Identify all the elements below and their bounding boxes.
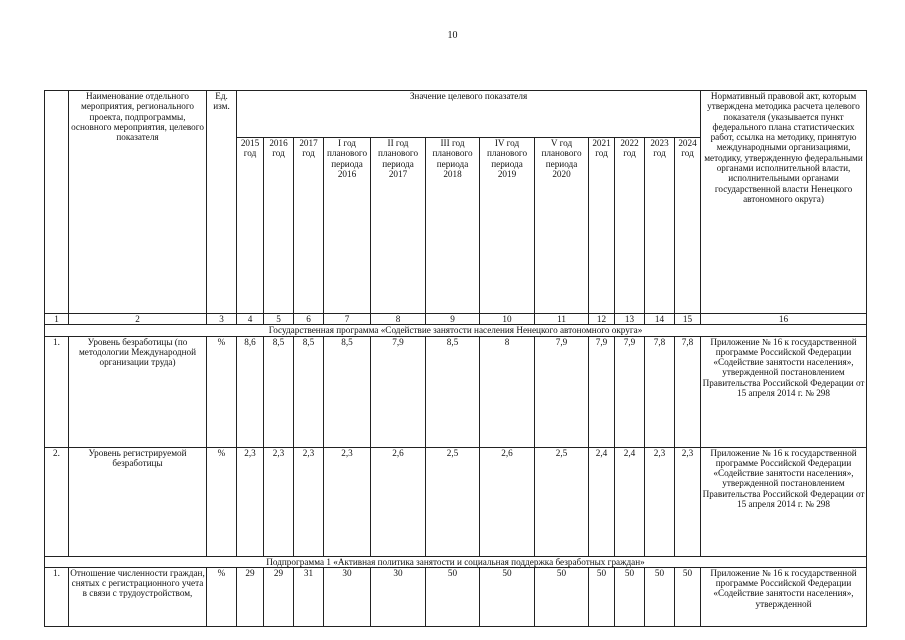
legal-act: Приложение № 16 к государственной программе Российской Федерации «Содействие занятости населения», утвержденной bbox=[701, 567, 867, 626]
column-number: 2 bbox=[69, 314, 207, 325]
value-cell: 29 bbox=[264, 567, 294, 626]
column-number: 9 bbox=[426, 314, 480, 325]
header-empty-num bbox=[45, 91, 69, 314]
value-cell: 31 bbox=[294, 567, 324, 626]
value-cell: 8,5 bbox=[264, 336, 294, 447]
value-cell: 50 bbox=[535, 567, 589, 626]
value-cell: 50 bbox=[645, 567, 675, 626]
header-name: Наименование отдельного мероприятия, регионального проекта, подпрограммы, основного мероприятия, целевого показателя bbox=[69, 91, 207, 314]
value-cell: 8,5 bbox=[324, 336, 371, 447]
table-row bbox=[45, 567, 867, 626]
row-number: 1. bbox=[45, 336, 69, 447]
value-cell: 7,8 bbox=[675, 336, 701, 447]
value-cell: 2,4 bbox=[589, 447, 615, 556]
column-number: 16 bbox=[701, 314, 867, 325]
value-cell: 50 bbox=[426, 567, 480, 626]
column-number: 10 bbox=[480, 314, 535, 325]
section-row bbox=[45, 325, 867, 336]
column-number: 15 bbox=[675, 314, 701, 325]
year-header: IV год планового периода 2019 bbox=[480, 138, 535, 314]
legal-act: Приложение № 16 к государственной программе Российской Федерации «Содействие занятости населения», утвержденной постановлением Правительства Российской Федерации от 15 апреля 2014 г. № 298 bbox=[701, 447, 867, 556]
column-number: 12 bbox=[589, 314, 615, 325]
value-cell: 2,5 bbox=[426, 447, 480, 556]
column-number: 1 bbox=[45, 314, 69, 325]
row-number: 1. bbox=[45, 567, 69, 626]
year-header: I год планового периода 2016 bbox=[324, 138, 371, 314]
column-number: 5 bbox=[264, 314, 294, 325]
page-number: 10 bbox=[447, 30, 458, 41]
year-header: 2015 год bbox=[237, 138, 264, 314]
column-number: 4 bbox=[237, 314, 264, 325]
value-cell: 30 bbox=[324, 567, 371, 626]
value-cell: 50 bbox=[480, 567, 535, 626]
column-number: 11 bbox=[535, 314, 589, 325]
year-header: 2024 год bbox=[675, 138, 701, 314]
indicator-name: Уровень безработицы (по методологии Международной организации труда) bbox=[69, 336, 207, 447]
value-cell: 2,3 bbox=[645, 447, 675, 556]
column-number: 3 bbox=[207, 314, 237, 325]
header-act: Нормативный правовой акт, которым утверждена методика расчета целевого показателя (указывается пункт федерального плана статистических работ, ссылка на методику, принятую международными организациями, методику, утвержденную федеральными органами исполнительной власти, исполнительными органами государственной власти Ненецкого автономного округа) bbox=[701, 91, 867, 314]
value-cell: 7,9 bbox=[589, 336, 615, 447]
column-number: 8 bbox=[371, 314, 426, 325]
indicator-name: Отношение численности граждан, снятых с регистрационного учета в связи с трудоустройством, bbox=[69, 567, 207, 626]
year-header: 2021 год bbox=[589, 138, 615, 314]
value-cell: 7,8 bbox=[645, 336, 675, 447]
value-cell: 7,9 bbox=[615, 336, 645, 447]
year-header: 2016 год bbox=[264, 138, 294, 314]
row-number: 2. bbox=[45, 447, 69, 556]
value-cell: 8 bbox=[480, 336, 535, 447]
indicator-name: Уровень регистрируемой безработицы bbox=[69, 447, 207, 556]
value-cell: 2,3 bbox=[675, 447, 701, 556]
value-cell: 2,3 bbox=[264, 447, 294, 556]
column-number: 13 bbox=[615, 314, 645, 325]
value-cell: 50 bbox=[615, 567, 645, 626]
value-cell: 8,5 bbox=[294, 336, 324, 447]
header-unit: Ед. изм. bbox=[207, 91, 237, 314]
value-cell: 50 bbox=[589, 567, 615, 626]
column-numbers-row bbox=[45, 314, 867, 325]
value-cell: 7,9 bbox=[535, 336, 589, 447]
year-header: III год планового периода 2018 bbox=[426, 138, 480, 314]
unit: % bbox=[207, 567, 237, 626]
unit: % bbox=[207, 447, 237, 556]
value-cell: 50 bbox=[675, 567, 701, 626]
year-header: 2022 год bbox=[615, 138, 645, 314]
value-cell: 2,6 bbox=[480, 447, 535, 556]
column-number: 14 bbox=[645, 314, 675, 325]
value-cell: 30 bbox=[371, 567, 426, 626]
legal-act: Приложение № 16 к государственной программе Российской Федерации «Содействие занятости населения», утвержденной постановлением Правительства Российской Федерации от 15 апреля 2014 г. № 298 bbox=[701, 336, 867, 447]
year-header: 2023 год bbox=[645, 138, 675, 314]
value-cell: 2,3 bbox=[237, 447, 264, 556]
header-row bbox=[45, 91, 867, 138]
value-cell: 2,4 bbox=[615, 447, 645, 556]
target-indicators-table bbox=[44, 90, 867, 627]
table-row bbox=[45, 447, 867, 556]
program-title: Государственная программа «Содействие занятости населения Ненецкого автономного округа» bbox=[45, 325, 867, 336]
year-header: V год планового периода 2020 bbox=[535, 138, 589, 314]
value-cell: 2,3 bbox=[324, 447, 371, 556]
value-cell: 2,5 bbox=[535, 447, 589, 556]
value-cell: 2,6 bbox=[371, 447, 426, 556]
value-cell: 2,3 bbox=[294, 447, 324, 556]
year-header: II год планового периода 2017 bbox=[371, 138, 426, 314]
table-row bbox=[45, 336, 867, 447]
column-number: 7 bbox=[324, 314, 371, 325]
subprogram-title: Подпрограмма 1 «Активная политика занятости и социальная поддержка безработных граждан» bbox=[45, 556, 867, 567]
header-value-group: Значение целевого показателя bbox=[237, 91, 701, 138]
column-number: 6 bbox=[294, 314, 324, 325]
year-header: 2017 год bbox=[294, 138, 324, 314]
section-row bbox=[45, 556, 867, 567]
value-cell: 7,9 bbox=[371, 336, 426, 447]
unit: % bbox=[207, 336, 237, 447]
value-cell: 8,6 bbox=[237, 336, 264, 447]
value-cell: 8,5 bbox=[426, 336, 480, 447]
value-cell: 29 bbox=[237, 567, 264, 626]
